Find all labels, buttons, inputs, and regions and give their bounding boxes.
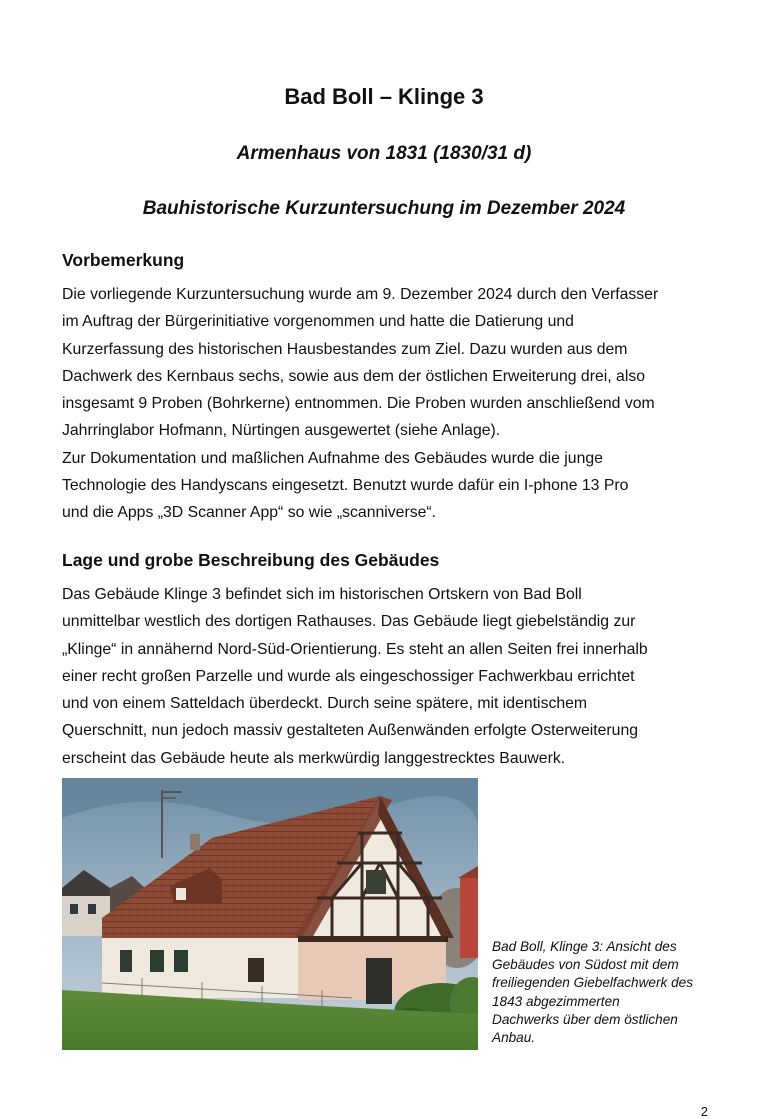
- paragraph-line: im Auftrag der Bürgerinitiative vorgenommen und hatte die Datierung und: [62, 313, 574, 331]
- paragraph-line: Zur Dokumentation und maßlichen Aufnahme des Gebäudes wurde die junge: [62, 449, 603, 467]
- paragraph-line: unmittelbar westlich des dortigen Rathauses. Das Gebäude liegt giebelständig zur: [62, 613, 636, 631]
- paragraph-line: und von einem Satteldach überdeckt. Durch seine spätere, mit identischem: [62, 695, 588, 713]
- paragraph-line: erscheint das Gebäude heute als merkwürdig langgestrecktes Bauwerk.: [62, 749, 566, 767]
- section-paragraph-lage: [62, 581, 742, 772]
- document-subtitle-2: Bauhistorische Kurzuntersuchung im Dezember 2024: [142, 198, 626, 219]
- paragraph-line: Technologie des Handyscans eingesetzt. Benutzt wurde dafür ein I-phone 13 Pro: [62, 477, 629, 495]
- photo-caption: [492, 938, 732, 1047]
- section-heading-vorbemerkung: Vorbemerkung: [62, 250, 185, 270]
- paragraph-line: „Klinge“ in annähernd Nord-Süd-Orientierung. Es steht an allen Seiten frei innerhalb: [62, 640, 648, 658]
- caption-line: freiliegenden Giebelfachwerk des: [492, 975, 694, 991]
- paragraph-line: insgesamt 9 Proben (Bohrkerne) entnommen. Die Proben wurden anschließend vom: [62, 395, 655, 413]
- caption-line: Dachwerks über dem östlichen: [492, 1011, 678, 1027]
- paragraph-line: Querschnitt, nun jedoch massiv gestalteten Außenwänden erfolgte Osterweiterung: [62, 722, 639, 740]
- paragraph-line: Das Gebäude Klinge 3 befindet sich im historischen Ortskern von Bad Boll: [62, 586, 582, 603]
- document-subtitle: Armenhaus von 1831 (1830/31 d): [236, 143, 532, 164]
- paragraph-line: Jahrringlabor Hofmann, Nürtingen ausgewertet (siehe Anlage).: [62, 422, 501, 440]
- section-paragraph-vorbemerkung: [62, 281, 742, 527]
- caption-line: Bad Boll, Klinge 3: Ansicht des: [492, 939, 677, 954]
- caption-line: 1843 abgezimmerten: [492, 993, 620, 1009]
- caption-line: Gebäudes von Südost mit dem: [492, 957, 679, 973]
- page-number: 2: [700, 1104, 708, 1119]
- paragraph-line: Kurzerfassung des historischen Hausbestandes zum Ziel. Dazu wurden aus dem: [62, 340, 628, 358]
- caption-line: Anbau.: [492, 1030, 536, 1046]
- section-heading-lage: Lage und grobe Beschreibung des Gebäudes: [62, 550, 440, 570]
- document-title: Bad Boll – Klinge 3: [284, 84, 484, 109]
- paragraph-line: Die vorliegende Kurzuntersuchung wurde am 9. Dezember 2024 durch den Verfasser: [62, 286, 659, 303]
- paragraph-line: Dachwerk des Kernbaus sechs, sowie aus dem der östlichen Erweiterung drei, also: [62, 367, 646, 385]
- paragraph-line: einer recht großen Parzelle und wurde als eingeschossiger Fachwerkbau errichtet: [62, 667, 635, 685]
- building-photo: [62, 778, 478, 1050]
- paragraph-line: und die Apps „3D Scanner App“ so wie „scanniverse“.: [62, 504, 437, 522]
